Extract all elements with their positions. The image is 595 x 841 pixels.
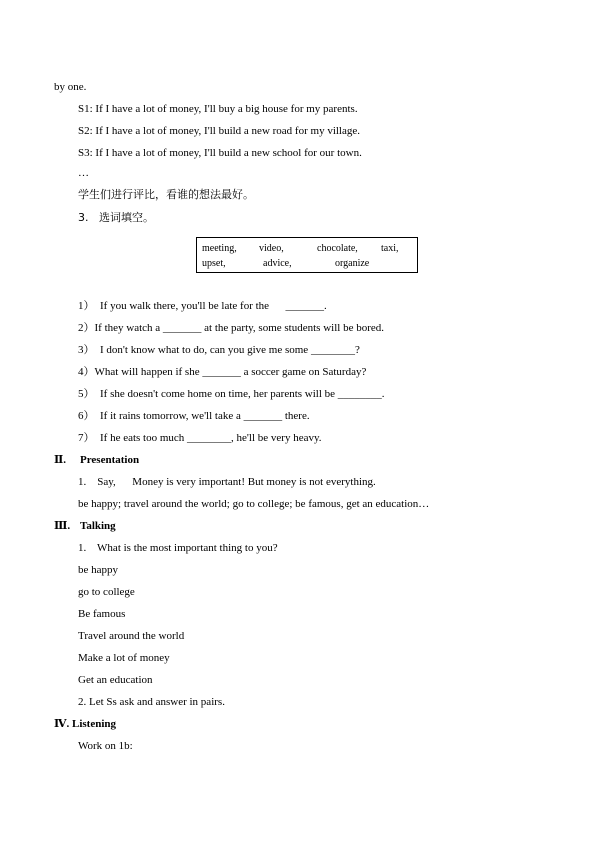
student-sentence-1: S1: If I have a lot of money, I'll buy a big house for my parents. xyxy=(78,103,358,115)
intro-by-one: by one. xyxy=(54,81,87,93)
talking-option: Be famous xyxy=(78,608,126,620)
word-advice: advice, xyxy=(263,258,292,269)
talking-heading-number: Ⅲ. xyxy=(54,520,71,532)
task-3-heading: 3. 选词填空。 xyxy=(78,211,154,224)
blank-question-1: 1） If you walk there, you'll be late for the _______. xyxy=(78,300,327,312)
presentation-heading: Presentation xyxy=(80,454,140,466)
talking-option: Make a lot of money xyxy=(78,652,170,664)
word-taxi: taxi, xyxy=(381,243,399,254)
listening-work: Work on 1b: xyxy=(78,740,133,752)
listening-heading: Ⅳ. Listening xyxy=(54,718,116,730)
blank-question-4: 4）What will happen if she _______ a soccer game on Saturday? xyxy=(78,366,367,378)
blank-question-5: 5） If she doesn't come home on time, her parents will be ________. xyxy=(78,388,385,400)
blank-question-6: 6） If it rains tomorrow, we'll take a _______ there. xyxy=(78,410,310,422)
presentation-heading-number: Ⅱ. xyxy=(54,454,67,466)
word-organize: organize xyxy=(335,258,370,269)
blank-question-7: 7） If he eats too much ________, he'll be very heavy. xyxy=(78,432,322,444)
presentation-item-1: 1. Say, Money is very important! But money is not everything. xyxy=(78,476,376,488)
student-sentence-2: S2: If I have a lot of money, I'll build a new road for my village. xyxy=(78,125,360,137)
talking-option: Get an education xyxy=(78,674,153,686)
blank-question-2: 2）If they watch a _______ at the party, some students will be bored. xyxy=(78,322,384,334)
word-meeting: meeting, xyxy=(202,243,237,254)
presentation-list: be happy; travel around the world; go to college; be famous, get an education… xyxy=(78,498,430,510)
talking-item-2: 2. Let Ss ask and answer in pairs. xyxy=(78,696,225,708)
talking-heading: Talking xyxy=(80,520,116,532)
word-bank-box xyxy=(196,237,418,273)
ellipsis: … xyxy=(78,167,89,179)
word-upset: upset, xyxy=(202,258,226,269)
talking-option: Travel around the world xyxy=(78,630,185,642)
blank-question-3: 3） I don't know what to do, can you give me some ________? xyxy=(78,344,360,356)
talking-option: be happy xyxy=(78,564,119,576)
chinese-note: 学生们进行评比，看谁的想法最好。 xyxy=(78,188,254,201)
word-video: video, xyxy=(259,243,284,254)
student-sentence-3: S3: If I have a lot of money, I'll build a new school for our town. xyxy=(78,147,362,159)
talking-question: 1. What is the most important thing to you? xyxy=(78,542,278,554)
talking-option: go to college xyxy=(78,586,135,598)
word-chocolate: chocolate, xyxy=(317,243,358,254)
